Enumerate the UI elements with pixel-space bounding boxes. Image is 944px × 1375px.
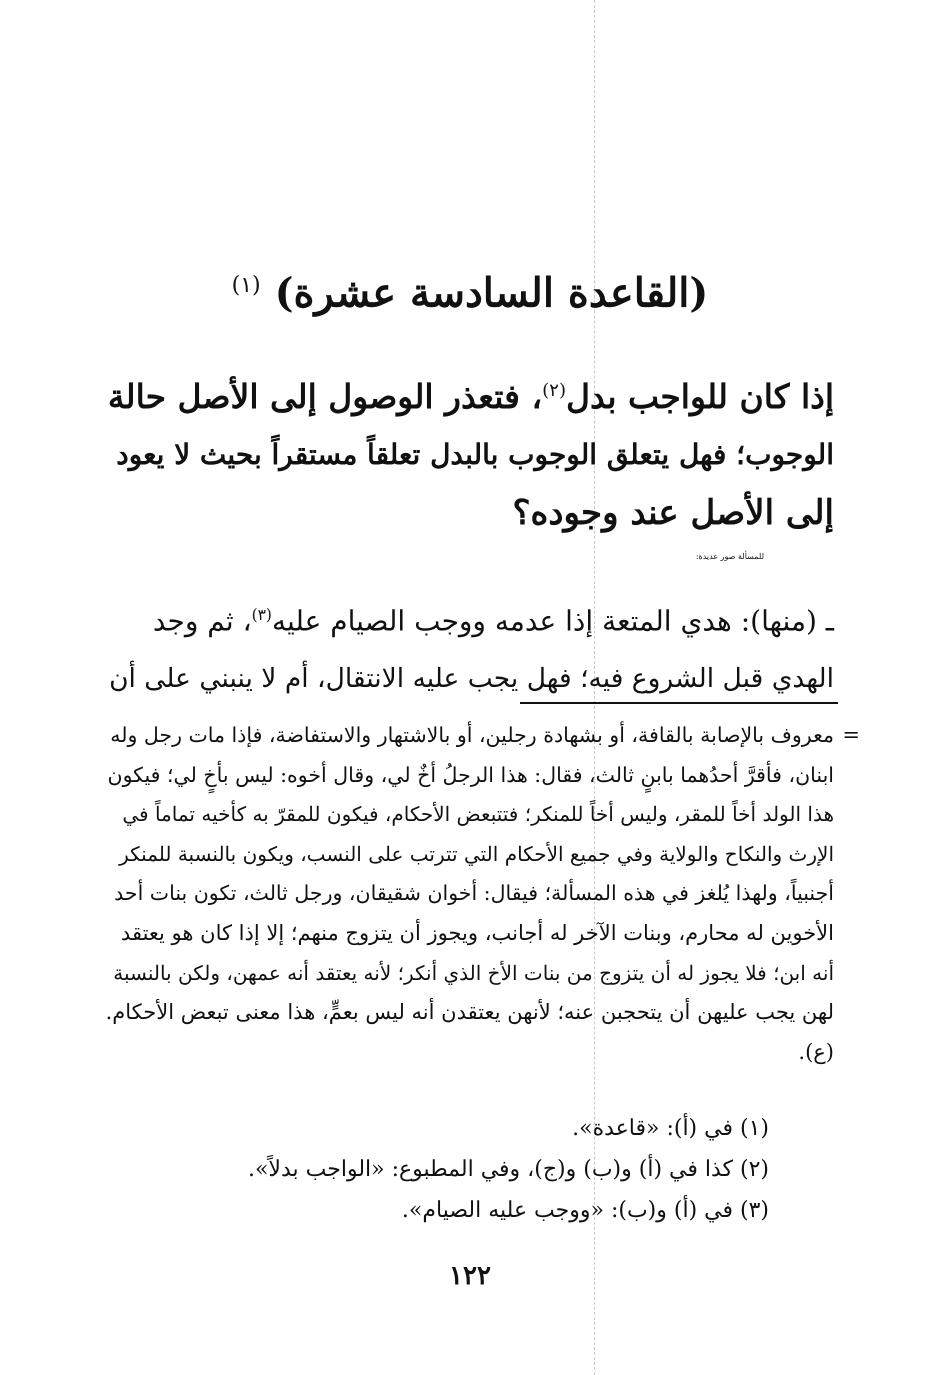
note-line: هذا الولد أخاً للمقر، وليس أخاً للمنكر؛ فتتبعض الأحكام، فيكون للمقرّ به كأخيه تماماً في: [122, 802, 834, 827]
footnote-ref: (٣): [251, 606, 272, 624]
continued-footnote: [105, 716, 860, 1072]
title-footnote-ref: (١): [231, 273, 261, 298]
page-title: [140, 258, 800, 321]
example-line-text: ـ (منها): هدي المتعة إذا عدمه ووجب الصيام عليه: [271, 604, 834, 638]
rule-line-tail: ، فتعذر الوصول إلى الأصل حالة: [107, 377, 543, 416]
example-line-tail: ، ثم وجد: [152, 604, 252, 638]
note-line: ابنان، فأقرَّ أحدُهما بابنٍ ثالث، فقال: هذا الرجلُ أخٌ لي، وقال أخوه: ليس بأخٍ لي؛ فيكون: [107, 762, 834, 787]
note-line: معروف بالإصابة بالقافة، أو بشهادة رجلين، أو بالاشتهار والاستفاضة، فإذا مات رجل وله: [110, 723, 834, 747]
body-text: [104, 528, 834, 708]
note-line: أنه ابن؛ فلا يجوز له أن يتزوج من بنات الأخ الذي أنكر؛ لأنه يعتقد أنه عمهن، ولكن بالنسبة: [113, 960, 834, 985]
footnote-ref: (٢): [542, 380, 567, 401]
footnotes: [129, 1108, 769, 1231]
footnote-3: (٣) في (أ) و(ب): «ووجب عليه الصيام».: [401, 1198, 769, 1223]
footnote-2: (٢) كذا في (أ) و(ب) و(ج)، وفي المطبوع: «الواجب بدلاً».: [247, 1157, 769, 1182]
page-number: ١٢٢: [449, 1261, 491, 1291]
rule-statement: [104, 362, 834, 542]
note-line: (ع).: [798, 1039, 834, 1064]
example-line: [104, 586, 834, 650]
note-line: الأخوين له محارم، وبنات الآخر له أجانب، ويجوز أن يتزوج منهم؛ إلا إذا كان هو يعتقد: [120, 920, 834, 945]
note-line: أجنبياً، ولهذا يُلغز في هذه المسألة؛ فيقال: أخوان شقيقان، ورجل ثالث، تكون بنات أحد: [114, 881, 834, 906]
rule-line: [104, 362, 834, 426]
intro-line: للمسألة صور عديدة:: [695, 552, 764, 561]
note-line: لهن يجب عليهن أن يتحجبن عنه؛ لأنهن يعتقدن أنه ليس بعمٍّ، هذا معنى تبعض الأحكام.: [105, 1000, 834, 1025]
rule-line-text: إذا كان للواجب بدل: [566, 377, 834, 416]
footnote-divider: [520, 702, 838, 704]
rule-line: الوجوب؛ فهل يتعلق الوجوب بالبدل تعلقاً مستقراً بحيث لا يعود: [116, 438, 834, 471]
title-text: (القاعدة السادسة عشرة): [274, 269, 709, 317]
example-line: الهدي قبل الشروع فيه؛ فهل يجب عليه الانتقال، أم لا ينبني على أن: [109, 663, 834, 695]
continuation-mark: =: [842, 723, 860, 747]
footnote-1: (١) في (أ): «قاعدة».: [572, 1116, 769, 1141]
note-line: الإرث والنكاح والولاية وفي جميع الأحكام التي تترتب على النسب، ويكون بالنسبة للمنكر: [119, 841, 834, 866]
rule-line: إلى الأصل عند وجوده؟: [512, 493, 834, 533]
